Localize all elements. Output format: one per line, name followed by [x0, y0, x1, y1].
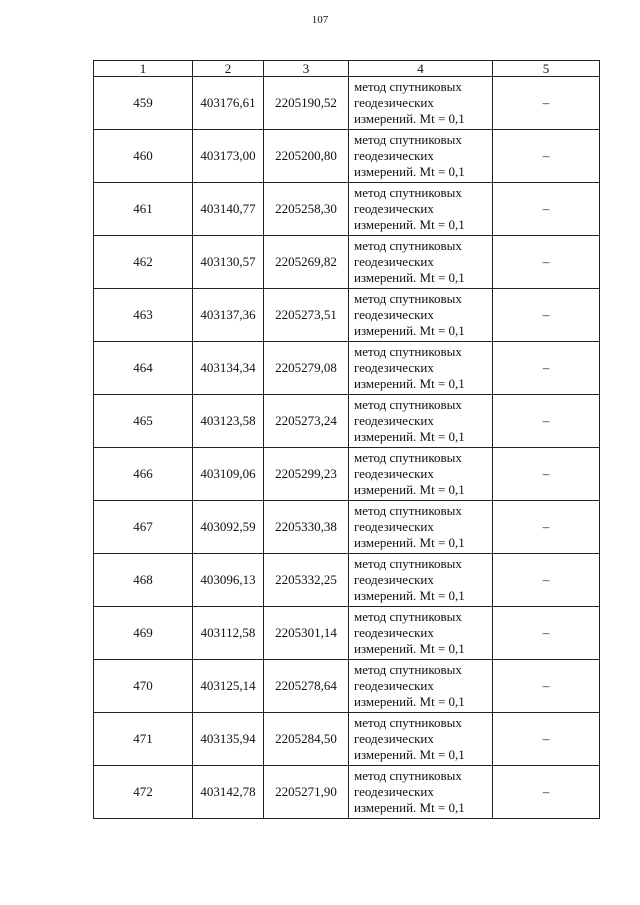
- point-number: 470: [94, 660, 193, 713]
- coordinate-x: 403112,58: [193, 607, 264, 660]
- coordinate-y: 2205273,51: [264, 289, 349, 342]
- coordinate-x: 403092,59: [193, 501, 264, 554]
- note-cell: –: [493, 501, 600, 554]
- header-col-1: 1: [94, 61, 193, 77]
- note-cell: –: [493, 289, 600, 342]
- coordinate-x: 403173,00: [193, 130, 264, 183]
- coordinate-x: 403176,61: [193, 77, 264, 130]
- point-number: 462: [94, 236, 193, 289]
- table-row: [94, 289, 600, 342]
- method-description: метод спутниковых геодезических измерений. Mt = 0,1: [349, 183, 493, 236]
- table-row: [94, 395, 600, 448]
- point-number: 471: [94, 713, 193, 766]
- coordinate-x: 403130,57: [193, 236, 264, 289]
- point-number: 460: [94, 130, 193, 183]
- note-cell: –: [493, 448, 600, 501]
- method-description: метод спутниковых геодезических измерений. Mt = 0,1: [349, 660, 493, 713]
- coordinate-y: 2205273,24: [264, 395, 349, 448]
- table-row: [94, 342, 600, 395]
- coordinate-y: 2205301,14: [264, 607, 349, 660]
- note-cell: –: [493, 183, 600, 236]
- method-description: метод спутниковых геодезических измерений. Mt = 0,1: [349, 607, 493, 660]
- table-row: [94, 77, 600, 130]
- table-row: [94, 448, 600, 501]
- point-number: 465: [94, 395, 193, 448]
- table-row: [94, 501, 600, 554]
- method-description: метод спутниковых геодезических измерений. Mt = 0,1: [349, 395, 493, 448]
- header-col-2: 2: [193, 61, 264, 77]
- header-col-3: 3: [264, 61, 349, 77]
- method-description: метод спутниковых геодезических измерений. Mt = 0,1: [349, 713, 493, 766]
- note-cell: –: [493, 713, 600, 766]
- coordinate-x: 403140,77: [193, 183, 264, 236]
- coordinate-y: 2205284,50: [264, 713, 349, 766]
- note-cell: –: [493, 554, 600, 607]
- coordinate-y: 2205271,90: [264, 766, 349, 819]
- note-cell: –: [493, 236, 600, 289]
- point-number: 467: [94, 501, 193, 554]
- header-col-4: 4: [349, 61, 493, 77]
- table-row: [94, 183, 600, 236]
- page-number: 107: [311, 14, 329, 26]
- coordinate-y: 2205278,64: [264, 660, 349, 713]
- method-description: метод спутниковых геодезических измерений. Mt = 0,1: [349, 501, 493, 554]
- point-number: 468: [94, 554, 193, 607]
- point-number: 463: [94, 289, 193, 342]
- point-number: 466: [94, 448, 193, 501]
- coordinate-x: 403096,13: [193, 554, 264, 607]
- coordinate-y: 2205330,38: [264, 501, 349, 554]
- coordinate-x: 403135,94: [193, 713, 264, 766]
- method-description: метод спутниковых геодезических измерений. Mt = 0,1: [349, 289, 493, 342]
- method-description: метод спутниковых геодезических измерений. Mt = 0,1: [349, 342, 493, 395]
- table-row: [94, 236, 600, 289]
- table-row: [94, 554, 600, 607]
- method-description: метод спутниковых геодезических измерений. Mt = 0,1: [349, 448, 493, 501]
- point-number: 459: [94, 77, 193, 130]
- point-number: 464: [94, 342, 193, 395]
- coordinate-y: 2205269,82: [264, 236, 349, 289]
- table-row: [94, 660, 600, 713]
- coordinate-x: 403137,36: [193, 289, 264, 342]
- table-row: [94, 766, 600, 819]
- point-number: 469: [94, 607, 193, 660]
- method-description: метод спутниковых геодезических измерений. Mt = 0,1: [349, 766, 493, 819]
- note-cell: –: [493, 660, 600, 713]
- table-row: [94, 130, 600, 183]
- coordinate-x: 403125,14: [193, 660, 264, 713]
- note-cell: –: [493, 342, 600, 395]
- header-col-5: 5: [493, 61, 600, 77]
- method-description: метод спутниковых геодезических измерений. Mt = 0,1: [349, 554, 493, 607]
- note-cell: –: [493, 766, 600, 819]
- coordinate-x: 403109,06: [193, 448, 264, 501]
- note-cell: –: [493, 607, 600, 660]
- coordinate-x: 403123,58: [193, 395, 264, 448]
- coordinate-y: 2205332,25: [264, 554, 349, 607]
- note-cell: –: [493, 130, 600, 183]
- method-description: метод спутниковых геодезических измерений. Mt = 0,1: [349, 77, 493, 130]
- coordinate-y: 2205299,23: [264, 448, 349, 501]
- coordinate-x: 403142,78: [193, 766, 264, 819]
- table-row: [94, 607, 600, 660]
- note-cell: –: [493, 395, 600, 448]
- coordinate-y: 2205258,30: [264, 183, 349, 236]
- point-number: 472: [94, 766, 193, 819]
- header-row: [94, 61, 600, 77]
- method-description: метод спутниковых геодезических измерений. Mt = 0,1: [349, 236, 493, 289]
- coordinate-x: 403134,34: [193, 342, 264, 395]
- coordinates-table: [93, 60, 600, 819]
- coordinate-y: 2205279,08: [264, 342, 349, 395]
- coordinate-y: 2205200,80: [264, 130, 349, 183]
- coordinate-y: 2205190,52: [264, 77, 349, 130]
- method-description: метод спутниковых геодезических измерений. Mt = 0,1: [349, 130, 493, 183]
- point-number: 461: [94, 183, 193, 236]
- note-cell: –: [493, 77, 600, 130]
- table-row: [94, 713, 600, 766]
